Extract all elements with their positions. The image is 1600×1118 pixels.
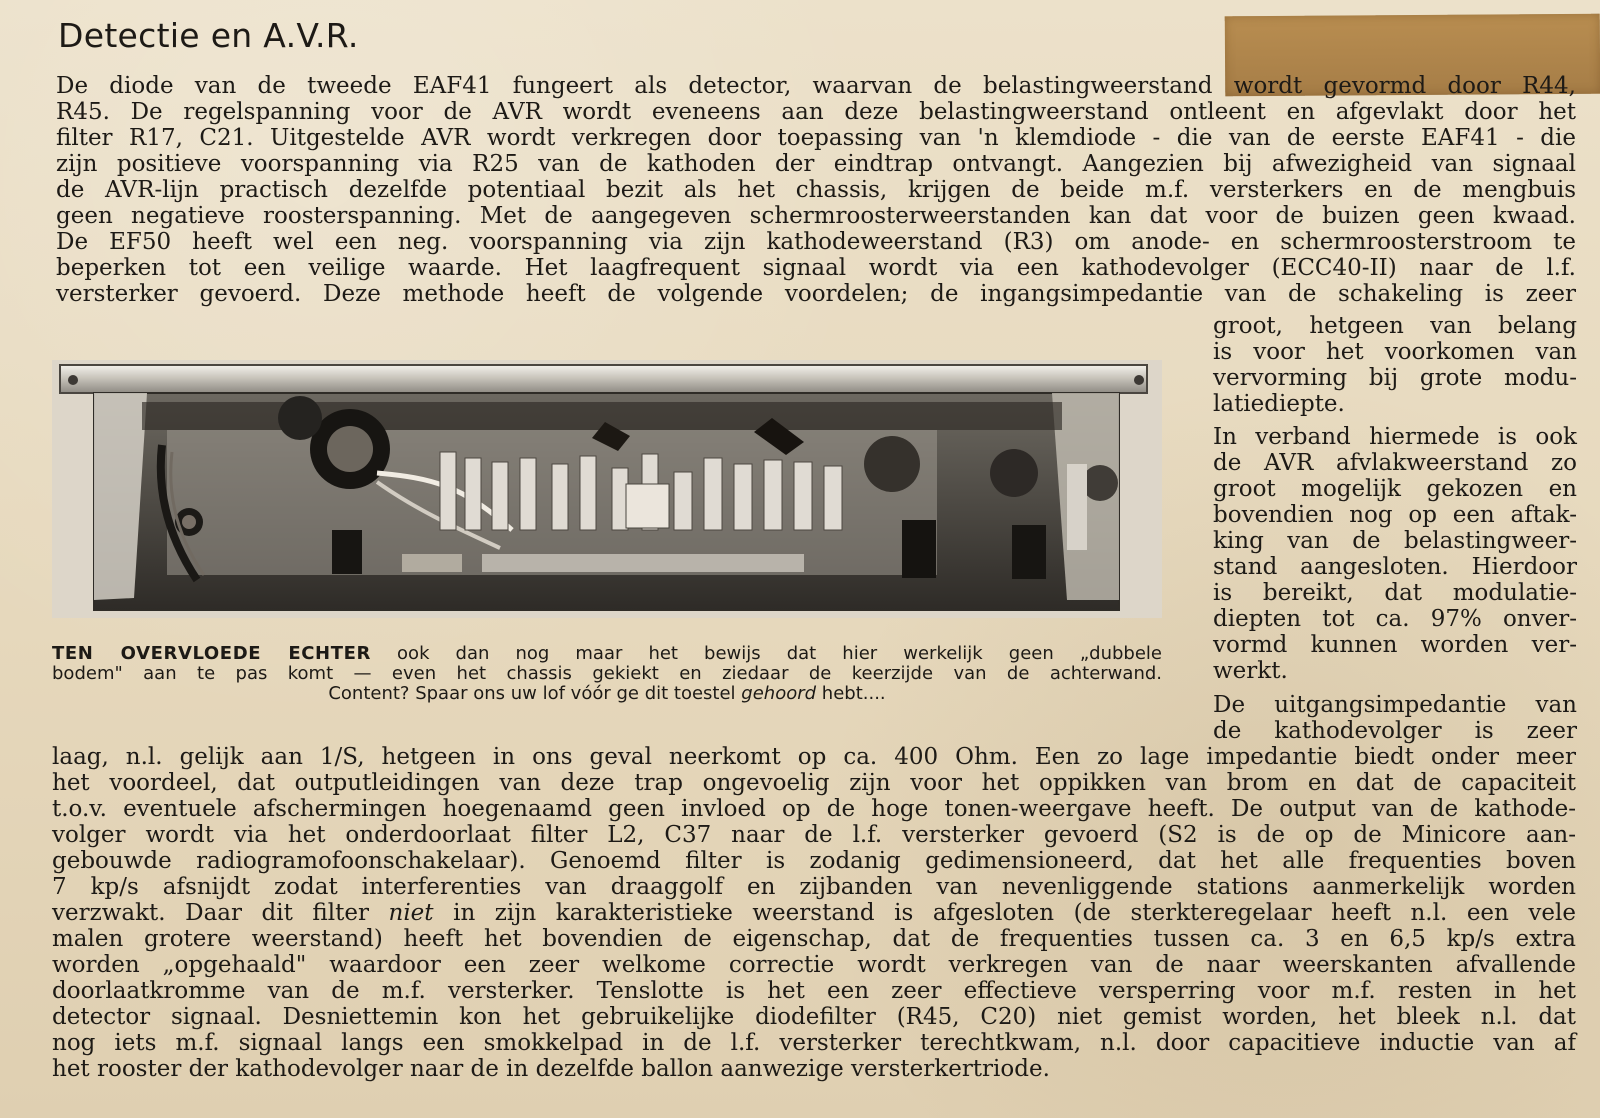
body-line: doorlaatkromme van de m.f. versterker. Tenslotte is het een zeer effectieve versperring voor m.f. resten in het — [52, 978, 1576, 1004]
sidebar-line: is bereikt, dat modulatie- — [1213, 580, 1577, 606]
sidebar-line: latiediepte. — [1213, 391, 1345, 417]
caption-text: hebt.... — [821, 683, 886, 704]
sidebar-line: De uitgangsimpedantie van — [1213, 692, 1577, 718]
sidebar-line: vormd kunnen worden ver- — [1213, 632, 1577, 658]
photo-caption-line — [52, 684, 1162, 704]
body-line: het voordeel, dat outputleidingen van deze trap ongevoelig zijn voor het oppikken van brom en dat de capaciteit — [52, 770, 1576, 796]
body-line: De diode van de tweede EAF41 fungeert als detector, waarvan de belastingweerstand wordt gevormd door R44, — [56, 73, 1576, 99]
body-line: worden „opgehaald" waardoor een zeer welkome correctie wordt verkregen van de naar weerskanten afvallende — [52, 952, 1576, 978]
body-line: t.o.v. eventuele afschermingen hoegenaamd geen invloed op de hoge tonen-weergave heeft. De output van de kathode- — [52, 796, 1576, 822]
sidebar-line: vervorming bij grote modu- — [1213, 365, 1577, 391]
sidebar-line: de kathodevolger is zeer — [1213, 718, 1577, 744]
sidebar-line: bovendien nog op een aftak- — [1213, 502, 1577, 528]
body-line: gebouwde radiogramofoonschakelaar). Genoemd filter is zodanig gedimensioneerd, dat het alle frequenties boven — [52, 848, 1576, 874]
chassis-illustration — [52, 360, 1162, 618]
body-line: beperken tot een veilige waarde. Het laagfrequent signaal wordt via een kathodevolger (ECC40-II) naar de l.f. — [56, 255, 1576, 281]
sidebar-line: In verband hiermede is ook — [1213, 424, 1577, 450]
photo-caption-line: bodem" aan te pas komt — even het chassis gekiekt en ziedaar de keerzijde van de achterwand. — [52, 663, 1162, 684]
sidebar-line: de AVR afvlakweerstand zo — [1213, 450, 1577, 476]
chassis-photo — [52, 360, 1162, 618]
body-line: versterker gevoerd. Deze methode heeft de volgende voordelen; de ingangsimpedantie van de schakeling is zeer — [56, 281, 1576, 307]
body-line: detector signaal. Desniettemin kon het gebruikelijke diodefilter (R45, C20) niet gemist worden, het bleek n.l. dat — [52, 1004, 1576, 1030]
sidebar-line: groot, hetgeen van belang — [1213, 313, 1577, 339]
article-title: Detectie en A.V.R. — [58, 16, 359, 55]
body-line: De EF50 heeft wel een neg. voorspanning via zijn kathodeweerstand (R3) om anode- en schermroosterstroom te — [56, 229, 1576, 255]
body-emphasis: niet — [388, 900, 434, 926]
caption-text: Content? Spaar ons uw lof vóór ge dit toestel — [328, 683, 736, 704]
body-text: in zijn karakteristieke weerstand is afgesloten (de sterkteregelaar heeft n.l. een vele — [453, 900, 1576, 926]
photo-caption-line — [52, 644, 1162, 664]
sidebar-line: is voor het voorkomen van — [1213, 339, 1577, 365]
body-line: de AVR-lijn practisch dezelfde potentiaal bezit als het chassis, krijgen de beide m.f. versterkers en de mengbuis — [56, 177, 1576, 203]
body-line: malen grotere weerstand) heeft het bovendien de eigenschap, dat de frequenties tussen ca. 3 en 6,5 kp/s extra — [52, 926, 1576, 952]
sidebar-line: werkt. — [1213, 658, 1288, 684]
body-line: nog iets m.f. signaal langs een smokkelpad in de l.f. versterker terechtkwam, n.l. door capacitieve inductie van af — [52, 1030, 1576, 1056]
body-line: laag, n.l. gelijk aan 1/S, hetgeen in ons geval neerkomt op ca. 400 Ohm. Een zo lage impedantie biedt onder meer — [52, 744, 1576, 770]
sidebar-line: stand aangesloten. Hierdoor — [1213, 554, 1577, 580]
body-line: volger wordt via het onderdoorlaat filter L2, C37 naar de l.f. versterker gevoerd (S2 is de op de Minicore aan- — [52, 822, 1576, 848]
sidebar-line: groot mogelijk gekozen en — [1213, 476, 1577, 502]
body-line: geen negatieve roosterspanning. Met de aangegeven schermroosterweerstanden kan dat voor de buizen geen kwaad. — [56, 203, 1576, 229]
body-text: verzwakt. Daar dit filter — [52, 900, 369, 926]
body-line: 7 kp/s afsnijdt zodat interferenties van draaggolf en zijbanden van nevenliggende stations aanmerkelijk worden — [52, 874, 1576, 900]
sidebar-line: king van de belastingweer- — [1213, 528, 1577, 554]
caption-emphasis: gehoord — [741, 683, 817, 704]
caption-lead: TEN OVERVLOEDE ECHTER — [52, 643, 371, 664]
caption-text: ook dan nog maar het bewijs dat hier werkelijk geen „dubbele — [397, 643, 1162, 664]
body-line: het rooster der kathodevolger naar de in dezelfde ballon aanwezige versterkertriode. — [52, 1056, 1050, 1082]
body-line — [52, 900, 1576, 926]
body-line: filter R17, C21. Uitgestelde AVR wordt verkregen door toepassing van 'n klemdiode - die van de eerste EAF41 - die — [56, 125, 1576, 151]
body-line: zijn positieve voorspanning via R25 van de kathoden der eindtrap ontvangt. Aangezien bij afwezigheid van signaal — [56, 151, 1576, 177]
sidebar-line: diepten tot ca. 97% onver- — [1213, 606, 1577, 632]
body-line: R45. De regelspanning voor de AVR wordt eveneens aan deze belastingweerstand ontleent en afgevlakt door het — [56, 99, 1576, 125]
